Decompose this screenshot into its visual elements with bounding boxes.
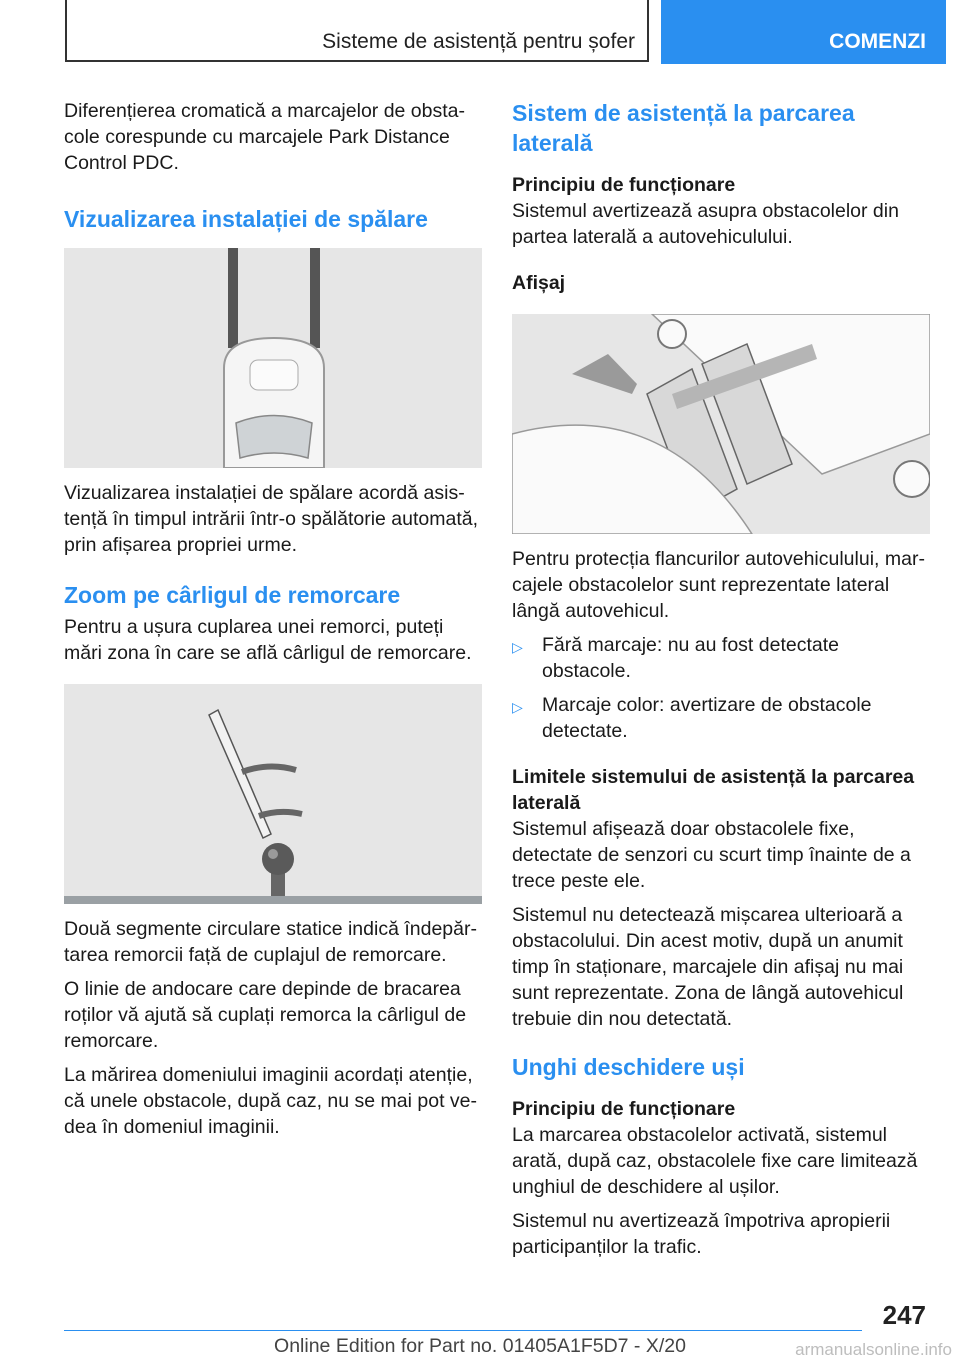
bullet-text: Fără marcaje: nu au fost detectate obstacole. [542,634,839,682]
triangle-bullet-icon: ▷ [512,699,523,715]
section-title: Sisteme de asistență pentru șofer [322,30,635,53]
wash-heading: Vizualizarea instalației de spălare [64,206,428,232]
wash-paragraph: Vizualizarea instalației de spălare acordă asistență în timpul intrării într-o spălătorie automată, prin afișarea propriei urme. [64,482,479,556]
door-principle-heading: Principiu de funcționare [512,1098,736,1120]
docking-paragraph: O linie de andocare care depinde de bracarea roților vă ajută să cuplați remorca la cârligul de remorcare. [64,978,467,1052]
zoom-heading: Zoom pe cârligul de remorcare [64,582,401,608]
left-column [64,98,482,1148]
hitch-figure [64,684,482,904]
principle-paragraph: Sistemul avertizează asupra obstacolelor din partea laterală a autovehiculului. [512,200,899,248]
bullet-item [512,692,930,744]
wash-figure [64,248,482,468]
door-paragraph-1: La marcarea obstacolelor activată, sistemul arată, după caz, obstacolele fixe care limitează unghiul de deschidere al ușilor. [512,1124,918,1198]
footer-divider [64,1330,862,1331]
side-parking-heading: Sistem de asistență la parcarea laterală [512,100,855,156]
door-paragraph-2: Sistemul nu avertizează împotriva apropierii participanților la trafic. [512,1210,891,1258]
triangle-bullet-icon: ▷ [512,639,523,655]
tab-comenzi[interactable]: COMENZI [661,0,946,64]
limits-heading: Limitele sistemului de asistență la parcarea laterală [512,766,915,814]
protection-paragraph: Pentru protecția flancurilor autovehiculului, marcajele obstacolelor sunt reprezentate lateral lângă autovehicul. [512,548,925,622]
car-wash-illustration [64,248,482,468]
principle-heading: Principiu de funcționare [512,174,736,196]
trailer-hitch-illustration [64,684,482,904]
intro-paragraph: Diferențierea cromatică a marcajelor de obstacole corespunde cu marcajele Park Distance Control PDC. [64,100,466,174]
bullet-text: Marcaje color: avertizare de obstacole detectate. [542,694,872,742]
zoom-note-paragraph: La mărirea domeniului imaginii acordați atenție, că unele obstacole, după caz, nu se mai pot vedea în domeniul imaginii. [64,1064,478,1138]
zoom-paragraph: Pentru a ușura cuplarea unei remorci, puteți mări zona în care se află cârligul de remorcare. [64,616,472,664]
watermark: armanualsonline.info [795,1340,952,1359]
edition-text: Online Edition for Part no. 01405A1F5D7 - X/20 [274,1335,686,1357]
right-column [512,98,930,1268]
bullet-item [512,632,930,684]
segments-paragraph: Două segmente circulare statice indică îndepărtarea remorcii față de cuplajul de remorcare. [64,918,477,966]
display-heading: Afișaj [512,272,566,294]
page-number: 247 [882,1300,926,1330]
door-heading: Unghi deschidere uși [512,1054,745,1080]
header-box [65,0,649,62]
side-parking-illustration [512,314,930,534]
limits-paragraph-2: Sistemul nu detectează mișcarea ulterioară a obstacolului. Din acest motiv, după un anumit timp în staționare, marcajele din afișaj nu mai sunt reprezentate. Zona de lângă autovehicul trebuie din nou detectată. [512,904,904,1030]
side-parking-figure [512,314,930,534]
limits-paragraph-1: Sistemul afișează doar obstacolele fixe, detectate de senzori cu scurt timp înainte de a trece peste ele. [512,818,911,892]
